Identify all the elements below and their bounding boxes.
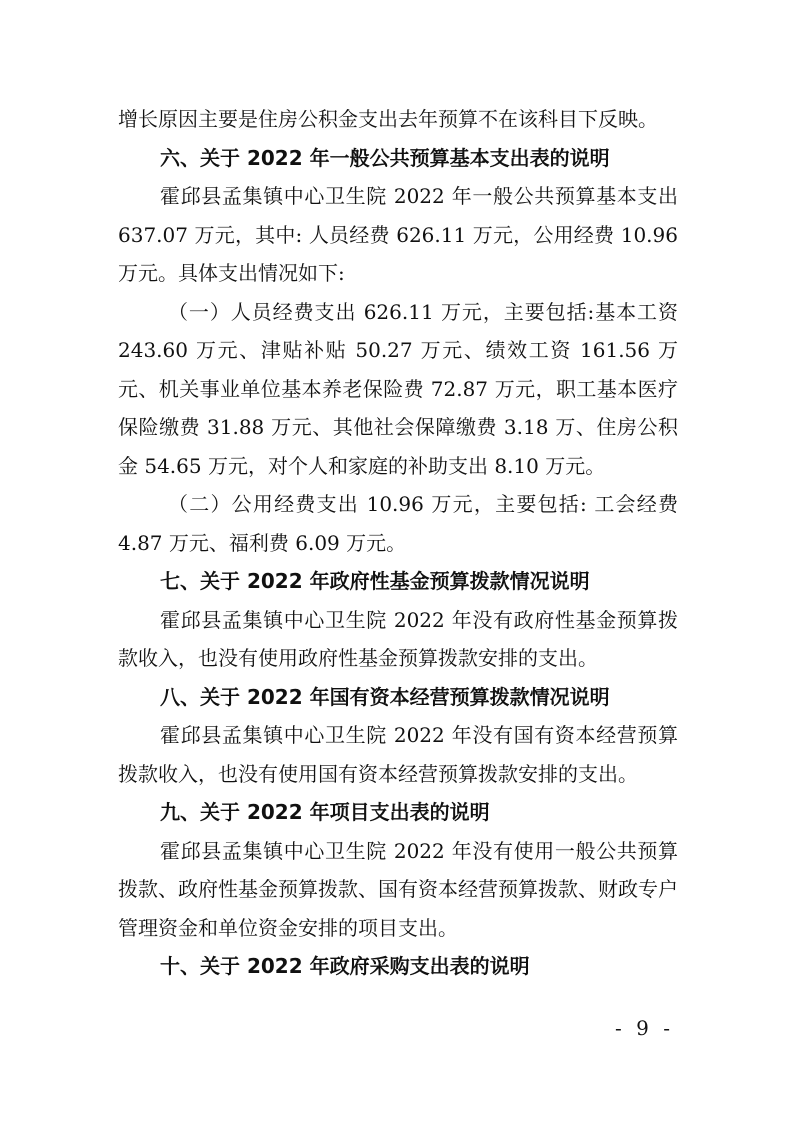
paragraph-continuation: 增长原因主要是住房公积金支出去年预算不在该科目下反映。	[118, 107, 658, 131]
section-heading-10: 十、关于 2022 年政府采购支出表的说明	[160, 954, 530, 978]
document-body	[118, 100, 678, 986]
paragraph-project-expenditure: 霍邱县孟集镇中心卫生院 2022 年没有使用一般公共预算拨款、政府性基金预算拨款、国有资本经营预算拨款、财政专户管理资金和单位资金安排的项目支出。	[118, 838, 678, 940]
section-heading-7: 七、关于 2022 年政府性基金预算拨款情况说明	[160, 569, 590, 593]
section-heading-8: 八、关于 2022 年国有资本经营预算拨款情况说明	[160, 684, 610, 709]
paragraph-state-capital: 霍邱县孟集镇中心卫生院 2022 年没有国有资本经营预算拨款收入，也没有使用国有资本经营预算拨款安排的支出。	[118, 723, 678, 786]
paragraph-public-expenditure: （二）公用经费支出 10.96 万元，主要包括: 工会经费 4.87 万元、福利费 6.09 万元。	[118, 492, 678, 555]
paragraph-personnel-expenditure: （一）人员经费支出 626.11 万元，主要包括:基本工资 243.60 万元、津贴补贴 50.27 万元、绩效工资 161.56 万元、机关事业单位基本养老保险费 72.87 万元，职工基本医疗保险缴费 31.88 万元、其他社会保障缴费 3.18 万、住房公积金 54.65 万元，对个人和家庭的补助支出 8.10 万元。	[118, 299, 678, 478]
paragraph-government-fund: 霍邱县孟集镇中心卫生院 2022 年没有政府性基金预算拨款收入，也没有使用政府性基金预算拨款安排的支出。	[118, 607, 678, 670]
section-heading-6: 六、关于 2022 年一般公共预算基本支出表的说明	[160, 145, 610, 170]
paragraph-basic-expenditure: 霍邱县孟集镇中心卫生院 2022 年一般公共预算基本支出 637.07 万元，其中: 人员经费 626.11 万元，公用经费 10.96 万元。具体支出情况如下:	[118, 184, 678, 285]
section-heading-9: 九、关于 2022 年项目支出表的说明	[160, 800, 490, 824]
page-number: - 9 -	[615, 1016, 674, 1040]
